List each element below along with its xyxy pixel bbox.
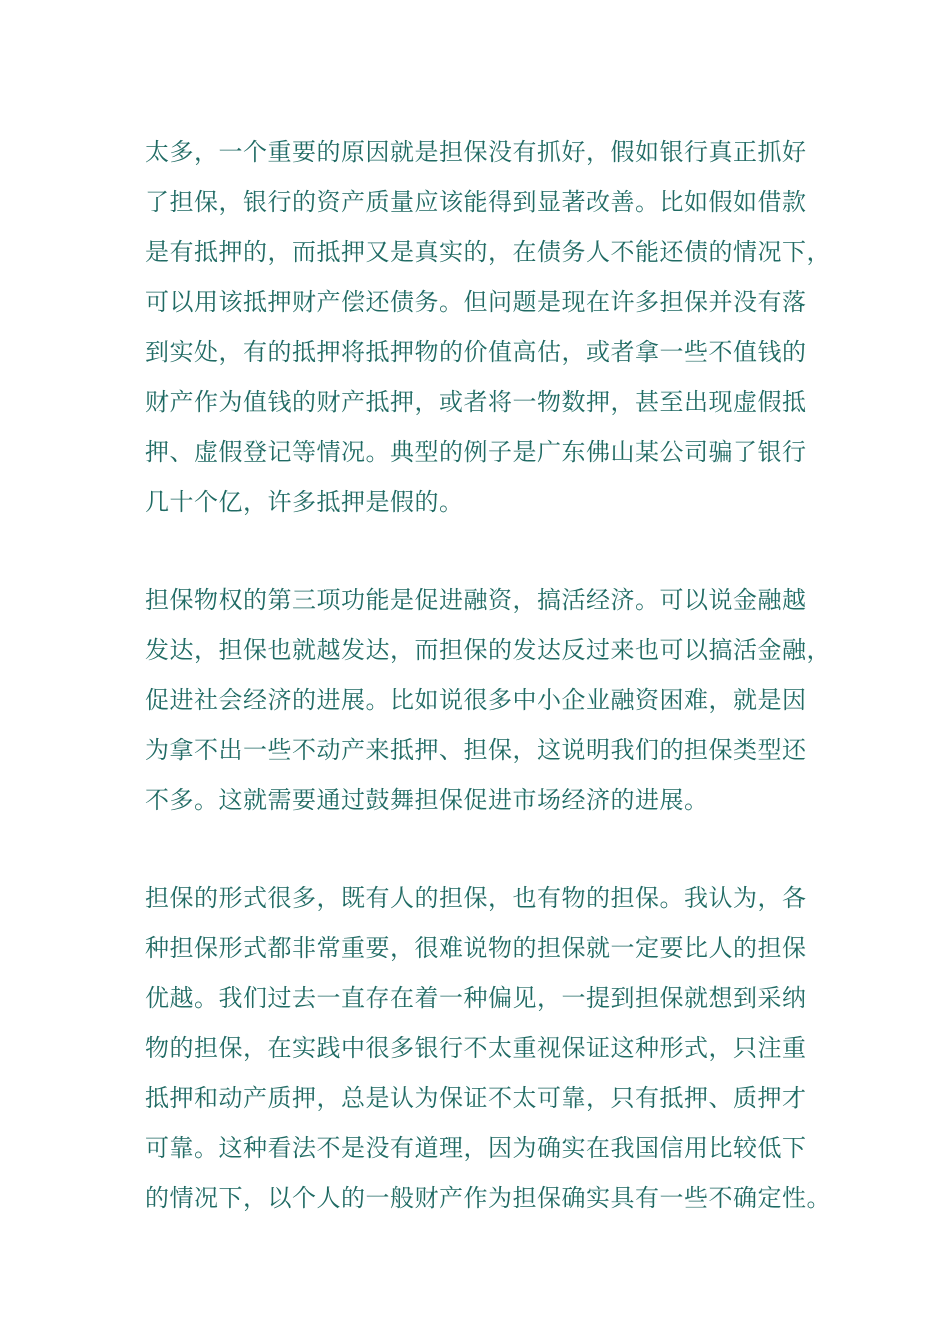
text-line: 物的担保，在实践中很多银行不太重视保证这种形式，只注重: [145, 1034, 807, 1062]
paragraph-2: [145, 575, 831, 825]
paragraph-1: [145, 127, 831, 527]
text-line: 可靠。这种看法不是没有道理，因为确实在我国信用比较低下: [145, 1134, 807, 1162]
text-line: 的情况下，以个人的一般财产作为担保确实具有一些不确定性。: [145, 1184, 831, 1212]
text-line: 太多，一个重要的原因就是担保没有抓好，假如银行真正抓好: [145, 138, 807, 166]
text-line: 为拿不出一些不动产来抵押、担保，这说明我们的担保类型还: [145, 736, 807, 764]
text-line: 可以用该抵押财产偿还债务。但问题是现在许多担保并没有落: [145, 288, 807, 316]
text-line: 财产作为值钱的财产抵押，或者将一物数押，甚至出现虚假抵: [145, 388, 807, 416]
text-line: 不多。这就需要通过鼓舞担保促进市场经济的进展。: [145, 786, 709, 814]
paragraph-3: [145, 873, 831, 1223]
text-line: 优越。我们过去一直存在着一种偏见，一提到担保就想到采纳: [145, 984, 807, 1012]
text-line: 抵押和动产质押，总是认为保证不太可靠，只有抵押、质押才: [145, 1084, 807, 1112]
text-line: 了担保，银行的资产质量应该能得到显著改善。比如假如借款: [145, 188, 807, 216]
text-line: 几十个亿，许多抵押是假的。: [145, 488, 464, 516]
text-line: 发达，担保也就越发达，而担保的发达反过来也可以搞活金融，: [145, 636, 831, 664]
text-line: 种担保形式都非常重要，很难说物的担保就一定要比人的担保: [145, 934, 807, 962]
text-line: 是有抵押的，而抵押又是真实的，在债务人不能还债的情况下，: [145, 238, 831, 266]
text-line: 担保物权的第三项功能是促进融资，搞活经济。可以说金融越: [145, 586, 807, 614]
text-line: 促进社会经济的进展。比如说很多中小企业融资困难，就是因: [145, 686, 807, 714]
text-line: 押、虚假登记等情况。典型的例子是广东佛山某公司骗了银行: [145, 438, 807, 466]
text-line: 到实处，有的抵押将抵押物的价值高估，或者拿一些不值钱的: [145, 338, 807, 366]
text-line: 担保的形式很多，既有人的担保，也有物的担保。我认为，各: [145, 884, 807, 912]
